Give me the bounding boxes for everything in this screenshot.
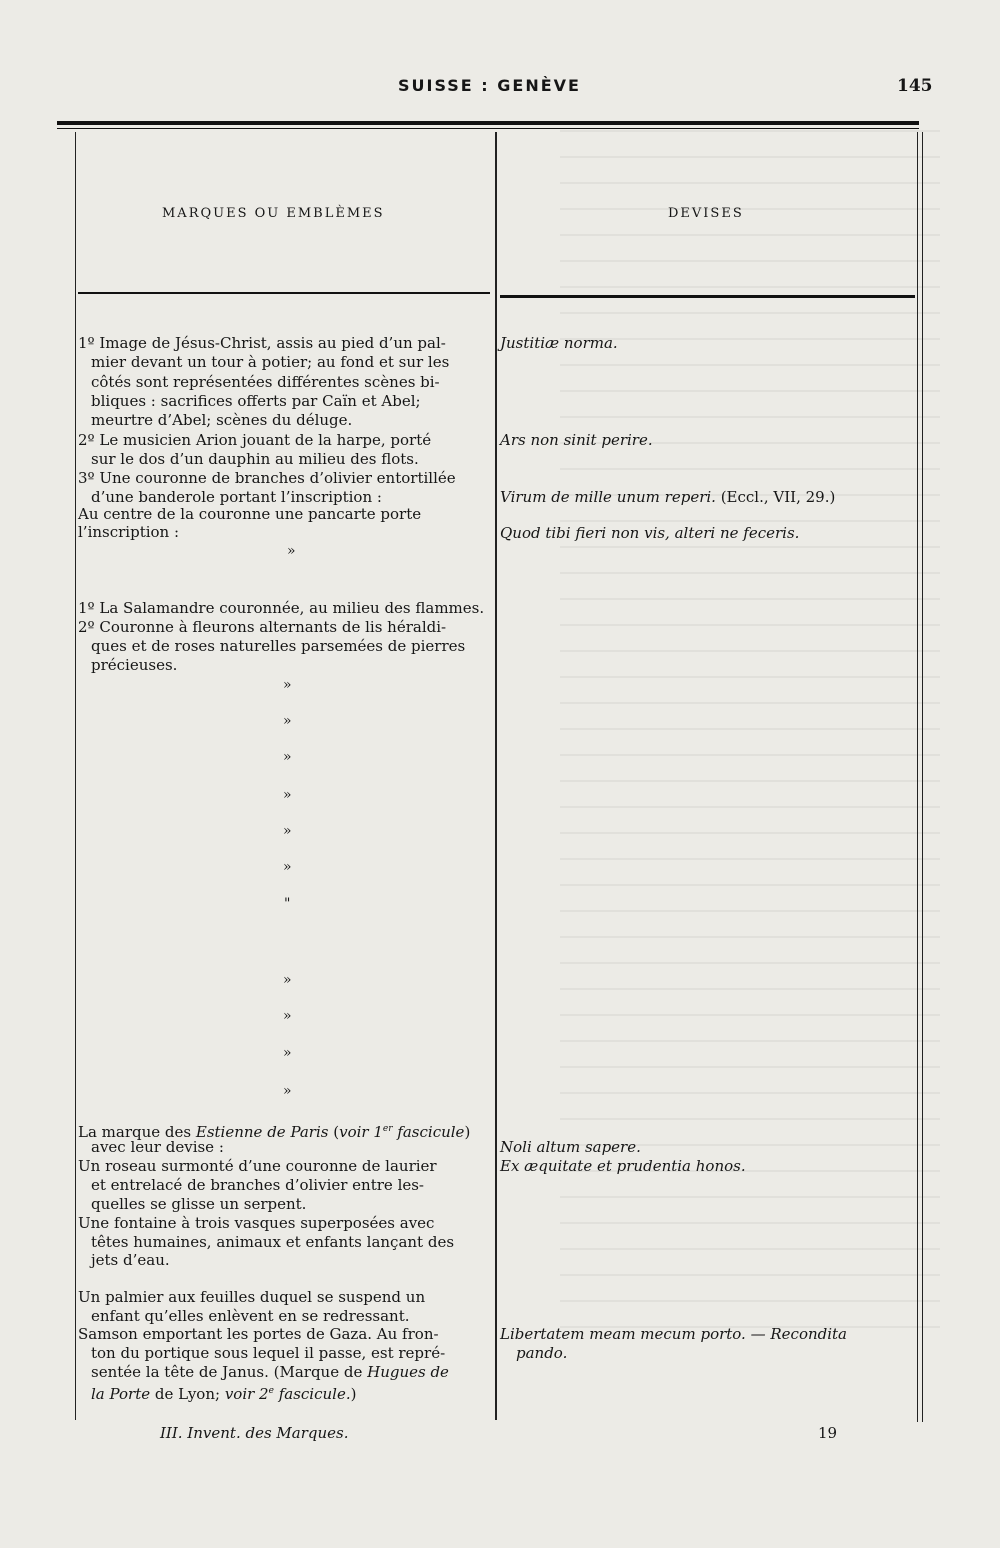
ditto-mark: » xyxy=(283,749,292,765)
marque-line: 2º Couronne à fleurons alternants de lis héraldi- xyxy=(78,618,447,636)
devise-libertatem-cont: pando. xyxy=(516,1344,568,1362)
column-divider-right-double xyxy=(922,132,923,1422)
marque-line: Un palmier aux feuilles duquel se suspend un xyxy=(78,1288,426,1306)
marque-line-samson xyxy=(91,1363,449,1381)
text-run-italic: voir 1 xyxy=(339,1123,383,1141)
devise-justitiae: Justitiæ norma. xyxy=(500,334,618,352)
column-header-marques: MARQUES OU EMBLÈMES xyxy=(162,206,385,221)
devise-libertatem: Libertatem meam mecum porto. — Recondita xyxy=(500,1325,847,1343)
marque-line: et entrelacé de branches d’olivier entre les- xyxy=(91,1176,425,1194)
marque-line: avec leur devise : xyxy=(91,1138,224,1156)
devise-ex-aequitate: Ex æquitate et prudentia honos. xyxy=(500,1157,746,1175)
devise-quod: Quod tibi fieri non vis, alteri ne feceris. xyxy=(500,524,800,542)
marque-line-samson-end xyxy=(91,1382,356,1403)
devise-virum xyxy=(500,488,835,506)
marque-line: meurtre d’Abel; scènes du déluge. xyxy=(91,411,353,429)
footer-signature-title: III. Invent. des Marques. xyxy=(160,1424,349,1442)
text-run-italic: fascicule xyxy=(392,1123,465,1141)
marque-line: 1º La Salamandre couronnée, au milieu des flammes. xyxy=(78,599,485,617)
text-run: ( xyxy=(328,1123,340,1141)
marque-line: mier devant un tour à potier; au fond et sur les xyxy=(91,353,450,371)
text-run: sentée la tête de Janus. (Marque de xyxy=(91,1363,368,1381)
marque-line: d’une banderole portant l’inscription : xyxy=(91,488,382,506)
marque-line: ques et de roses naturelles parsemées de pierres xyxy=(91,637,466,655)
text-run: (Eccl., VII, 29.) xyxy=(715,488,836,506)
ditto-mark: » xyxy=(283,713,292,729)
footer-signature-number: 19 xyxy=(818,1424,838,1442)
ditto-mark: » xyxy=(283,677,292,693)
devise-noli: Noli altum sapere. xyxy=(500,1138,641,1156)
text-run-italic: Estienne de Paris xyxy=(195,1123,329,1141)
column-divider-right xyxy=(917,132,918,1422)
ditto-mark: » xyxy=(287,543,296,559)
superscript: er xyxy=(382,1124,393,1134)
marque-line: ton du portique sous lequel il passe, est repré- xyxy=(91,1344,446,1362)
ditto-mark: » xyxy=(283,1083,292,1099)
marque-line: côtés sont représentées différentes scènes bi- xyxy=(91,373,440,391)
marque-line: jets d’eau. xyxy=(91,1251,170,1269)
ditto-mark: " xyxy=(284,896,291,912)
table-top-rule xyxy=(57,121,919,125)
running-title: SUISSE : GENÈVE xyxy=(398,76,581,95)
marque-line: 3º Une couronne de branches d’olivier entortillée xyxy=(78,469,456,487)
ditto-mark: » xyxy=(283,823,292,839)
ditto-mark: » xyxy=(283,1045,292,1061)
ditto-mark: » xyxy=(283,859,292,875)
text-run-italic: voir 2 xyxy=(224,1385,269,1403)
marque-line: enfant qu’elles enlèvent en se redressant. xyxy=(91,1307,410,1325)
ditto-mark: » xyxy=(283,972,292,988)
marque-line: Au centre de la couronne une pancarte porte xyxy=(78,505,422,523)
marque-line: précieuses. xyxy=(91,656,178,674)
marque-line: Un roseau surmonté d’une couronne de laurier xyxy=(78,1157,437,1175)
marque-line: Samson emportant les portes de Gaza. Au fron- xyxy=(78,1325,439,1343)
column-divider-middle xyxy=(495,132,497,1420)
text-run-italic: la Porte xyxy=(91,1385,151,1403)
header-rule-marques xyxy=(78,292,490,294)
marque-line: quelles se glisse un serpent. xyxy=(91,1195,307,1213)
marque-line: l’inscription : xyxy=(78,523,180,541)
marque-line: bliques : sacrifices offerts par Caïn et Abel; xyxy=(91,392,421,410)
ditto-mark: » xyxy=(283,1008,292,1024)
page-number: 145 xyxy=(897,76,933,96)
ditto-mark: » xyxy=(283,787,292,803)
devise-ars: Ars non sinit perire. xyxy=(500,431,653,449)
text-run-italic: Virum de mille unum reperi. xyxy=(500,488,716,506)
marque-line: 2º Le musicien Arion jouant de la harpe, porté xyxy=(78,431,432,449)
text-run-italic: fascicule. xyxy=(273,1385,351,1403)
superscript: e xyxy=(268,1386,274,1396)
table-top-rule-thin xyxy=(57,128,919,129)
text-run: ) xyxy=(350,1385,357,1403)
marque-line: têtes humaines, animaux et enfants lançant des xyxy=(91,1233,455,1251)
text-run: de Lyon; xyxy=(150,1385,225,1403)
header-rule-devises xyxy=(500,295,915,298)
marque-line: Une fontaine à trois vasques superposées avec xyxy=(78,1214,435,1232)
text-run: ) xyxy=(464,1123,471,1141)
running-head xyxy=(0,76,1000,100)
marque-line: 1º Image de Jésus-Christ, assis au pied d’un pal- xyxy=(78,334,446,352)
column-header-devises: DEVISES xyxy=(668,206,744,221)
text-run-italic: Hugues de xyxy=(367,1363,449,1381)
marque-line: sur le dos d’un dauphin au milieu des flots. xyxy=(91,450,419,468)
text-run: La marque des xyxy=(78,1123,196,1141)
column-divider-left xyxy=(75,132,76,1420)
